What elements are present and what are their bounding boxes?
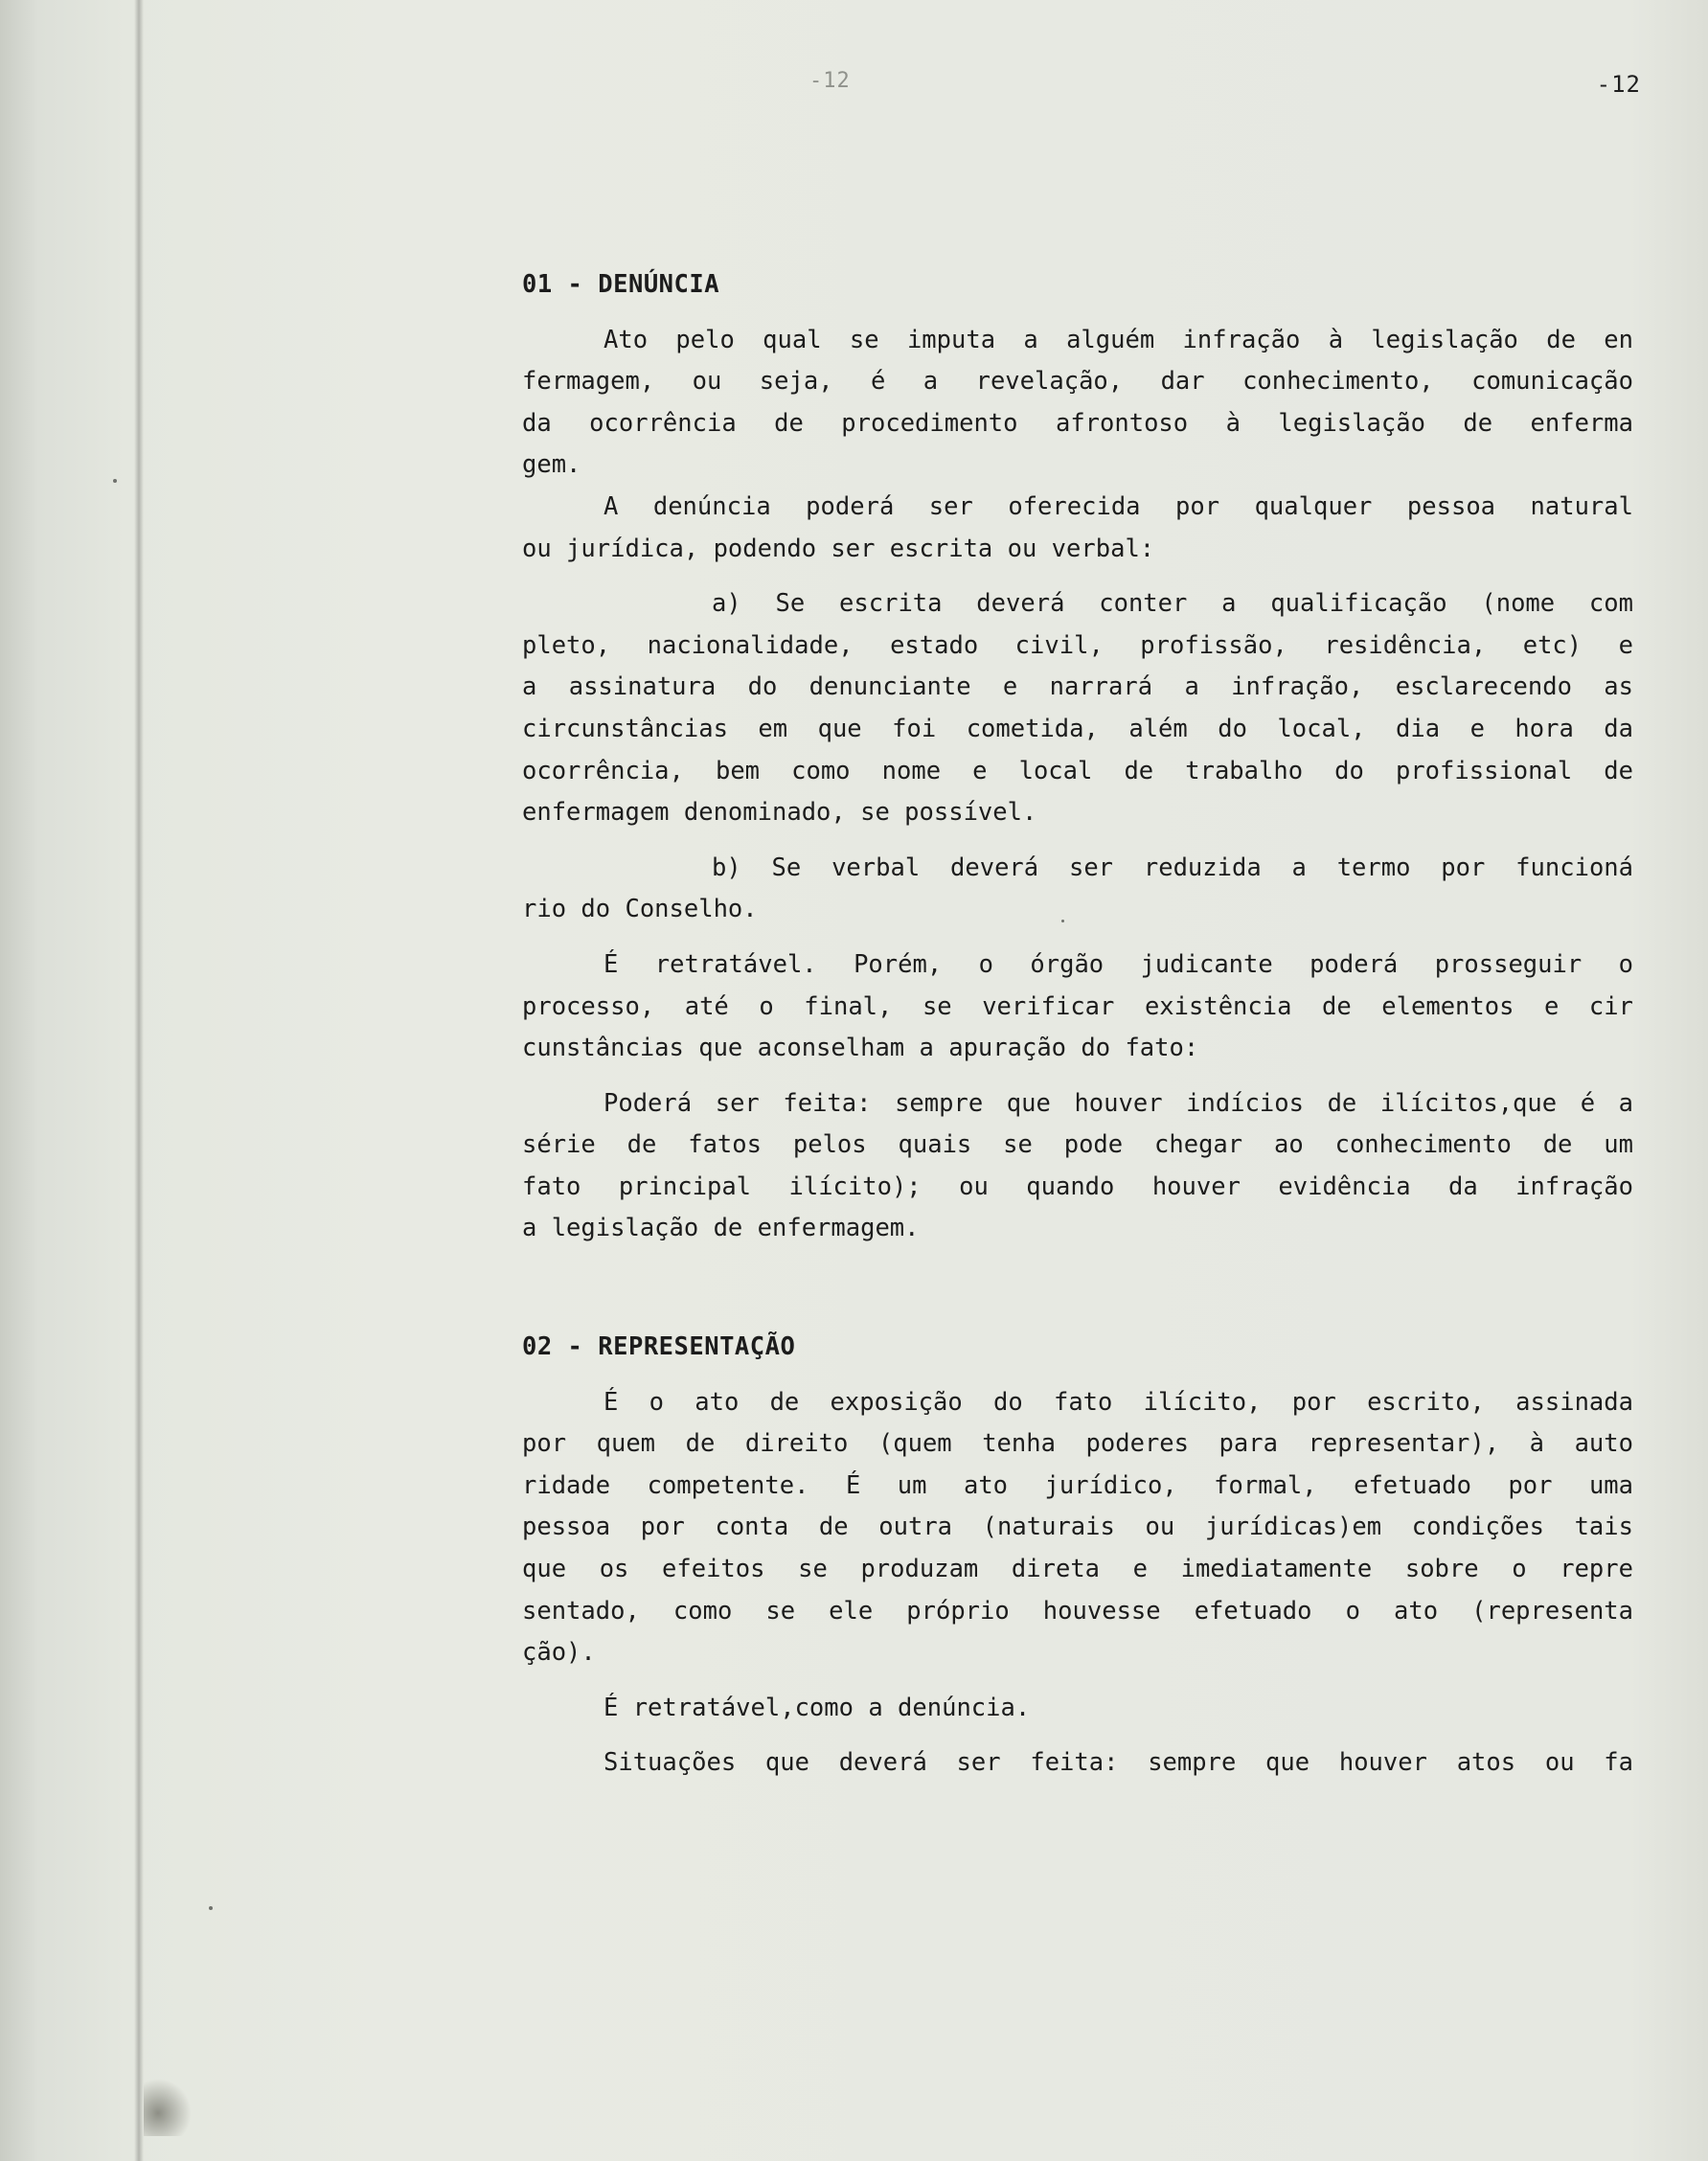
paragraph-denuncia-retratavel xyxy=(522,944,1633,1070)
scan-speck xyxy=(113,479,117,483)
text-line: fato principal ilícito); ou quando houver evidência da infração xyxy=(522,1171,1633,1201)
text-line: gem. xyxy=(522,450,581,480)
page-number-bleedthrough: -12 xyxy=(809,69,851,93)
text-line: b) Se verbal deverá ser reduzida a termo por funcioná xyxy=(712,853,1633,882)
paragraph-denuncia-quando xyxy=(522,1083,1633,1250)
text-line: ou jurídica, podendo ser escrita ou verbal: xyxy=(522,534,1155,563)
text-line: ridade competente. É um ato jurídico, formal, efetuado por uma xyxy=(522,1470,1633,1500)
section-heading-representacao: 02 - REPRESENTAÇÃO xyxy=(522,1332,796,1362)
paragraph-representacao-situacoes xyxy=(522,1742,1633,1785)
text-line: A denúncia poderá ser oferecida por qualquer pessoa natural xyxy=(603,491,1633,521)
paragraph-denuncia-verbal xyxy=(522,848,1633,931)
text-line: a legislação de enfermagem. xyxy=(522,1214,920,1243)
text-line: a) Se escrita deverá conter a qualificação (nome com xyxy=(712,589,1633,619)
binding-smudge xyxy=(144,2079,192,2136)
text-line: fermagem, ou seja, é a revelação, dar conhecimento, comunicação xyxy=(522,367,1633,397)
text-line: Poderá ser feita: sempre que houver indícios de ilícitos,que é a xyxy=(603,1088,1633,1118)
text-line: pleto, nacionalidade, estado civil, profissão, residência, etc) e xyxy=(522,630,1633,660)
text-line: circunstâncias em que foi cometida, além do local, dia e hora da xyxy=(522,714,1633,743)
text-line: rio do Conselho. xyxy=(522,895,758,924)
scan-speck xyxy=(209,1906,213,1910)
text-line: que os efeitos se produzam direta e imediatamente sobre o repre xyxy=(522,1555,1633,1584)
text-line: Ato pelo qual se imputa a alguém infração à legislação de en xyxy=(603,325,1633,354)
text-line: enfermagem denominado, se possível. xyxy=(522,798,1037,828)
text-line: série de fatos pelos quais se pode chegar ao conhecimento de um xyxy=(522,1130,1633,1160)
paragraph-denuncia-definition xyxy=(522,320,1633,487)
document-body xyxy=(522,264,1633,1785)
text-line: ção). xyxy=(522,1638,596,1668)
paragraph-denuncia-who xyxy=(522,487,1633,570)
paragraph-representacao-retratavel xyxy=(522,1688,1633,1730)
text-line: por quem de direito (quem tenha poderes para representar), à auto xyxy=(522,1429,1633,1459)
text-line: ocorrência, bem como nome e local de trabalho do profissional de xyxy=(522,756,1633,785)
text-line: É o ato de exposição do fato ilícito, por escrito, assinada xyxy=(603,1387,1633,1417)
paragraph-denuncia-written xyxy=(522,583,1633,834)
text-line: da ocorrência de procedimento afrontoso à legislação de enferma xyxy=(522,408,1633,438)
text-line: cunstâncias que aconselham a apuração do fato: xyxy=(522,1034,1199,1063)
text-line: processo, até o final, se verificar existência de elementos e cir xyxy=(522,991,1633,1021)
text-line: É retratável,como a denúncia. xyxy=(603,1693,1031,1722)
text-line: pessoa por conta de outra (naturais ou jurídicas)em condições tais xyxy=(522,1513,1633,1542)
page-number: -12 xyxy=(1596,71,1641,98)
text-line: É retratável. Porém, o órgão judicante poderá prosseguir o xyxy=(603,949,1633,979)
paragraph-representacao-definition xyxy=(522,1382,1633,1674)
text-line: sentado, como se ele próprio houvesse efetuado o ato (representa xyxy=(522,1596,1633,1626)
text-line: a assinatura do denunciante e narrará a infração, esclarecendo as xyxy=(522,672,1633,702)
scan-speck xyxy=(1061,920,1064,922)
text-line: Situações que deverá ser feita: sempre que houver atos ou fa xyxy=(603,1748,1633,1778)
section-heading-denuncia: 01 - DENÚNCIA xyxy=(522,270,720,299)
